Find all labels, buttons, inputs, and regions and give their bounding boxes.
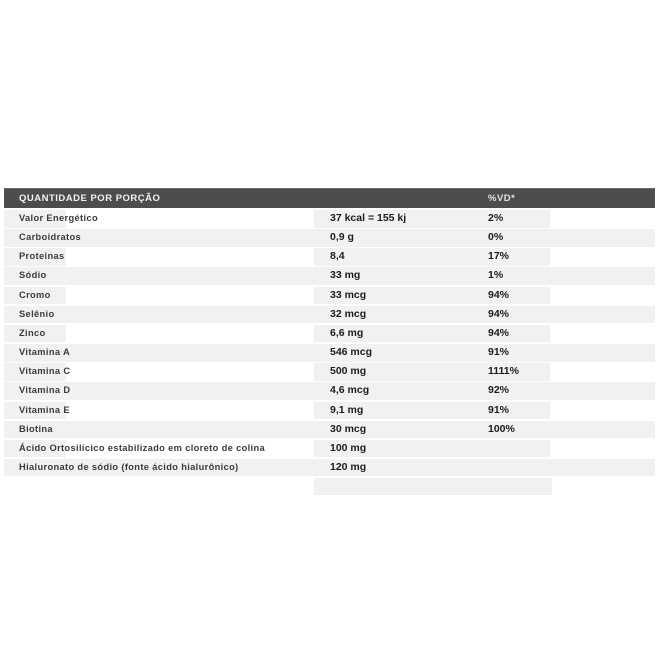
row-label: Vitamina E [19,404,70,415]
row-amount: 37 kcal = 155 kj [330,212,407,224]
row-vd-percent: 91% [488,403,510,416]
row-amount: 0,9 g [330,231,354,244]
row-amount: 6,6 mg [330,326,364,339]
table-row [4,382,655,400]
row-label: Cromo [19,289,51,300]
row-vd-percent: 94% [488,326,510,339]
row-label: Carboidratos [19,232,82,243]
row-amount: 33 mg [330,269,361,282]
row-label: Vitamina A [19,347,71,358]
table-row [4,248,655,266]
row-amount: 120 mg [330,460,367,473]
table-footer-stripe [314,478,552,495]
row-vd-percent: 100% [488,422,515,435]
row-vd-percent: 94% [488,307,510,320]
row-label: Zinco [19,327,46,338]
table-header-vd-label: %VD* [488,193,516,204]
row-amount: 8,4 [330,250,345,263]
row-amount: 4,6 mcg [330,384,370,397]
row-amount: 500 mg [330,365,367,378]
row-label: Ácido Ortosilícico estabilizado em cloreto de colina [19,442,266,453]
row-vd-percent: 92% [488,384,510,397]
row-vd-percent: 0% [488,231,504,244]
table-header-title: QUANTIDADE POR PORÇÃO [19,193,161,204]
row-label: Proteinas [19,251,65,262]
row-vd-percent: 1% [488,269,504,282]
table-row [4,306,655,324]
row-label: Valor Energético [19,213,98,223]
row-label: Selênio [19,308,55,319]
table-row [4,459,655,477]
row-label: Sódio [19,270,47,281]
table-row [4,325,655,343]
row-stripe-values [314,248,550,266]
row-amount: 32 mcg [330,307,367,320]
row-amount: 33 mcg [330,288,367,301]
table-header [4,188,655,208]
row-vd-percent: 1111% [488,365,519,378]
table-row [4,344,655,362]
row-vd-percent: 94% [488,288,510,301]
row-label: Hialuronato de sódio (fonte ácido hialurônico) [19,461,239,472]
table-row [4,440,655,458]
table-row [4,421,655,439]
row-amount: 100 mg [330,441,367,454]
table-row [4,363,655,381]
row-label: Biotina [19,423,53,434]
row-amount: 546 mcg [330,346,373,359]
row-vd-percent: 2% [488,212,504,224]
table-row [4,267,655,285]
row-vd-percent: 17% [488,250,510,263]
row-label: Vitamina C [19,366,71,377]
table-row [4,229,655,247]
row-amount: 30 mcg [330,422,367,435]
table-row [4,287,655,305]
table-row [4,210,655,228]
row-label: Vitamina D [19,385,71,396]
table-row [4,402,655,420]
row-amount: 9,1 mg [330,403,364,416]
row-vd-percent: 91% [488,346,510,359]
